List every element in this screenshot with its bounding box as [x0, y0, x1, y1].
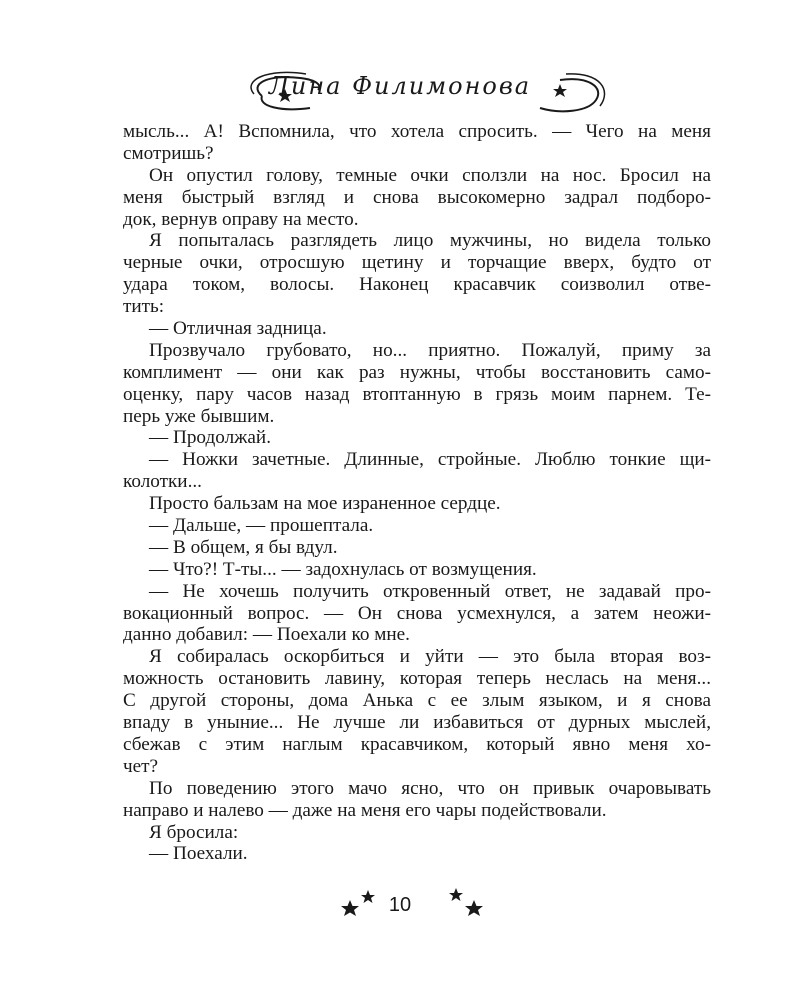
text-line: впаду в уныние... Не лучше ли избавиться от дурных мыслей, — [123, 712, 711, 734]
text-line: можность остановить лавину, которая теперь неслась на меня... — [123, 668, 711, 690]
text-line: Я собиралась оскорбиться и уйти — это была вторая воз- — [149, 646, 711, 668]
text-line: — Что?! Т-ты... — задохнулась от возмущения. — [149, 558, 537, 580]
text-line: колотки... — [123, 471, 202, 493]
text-line: чет? — [123, 755, 159, 777]
text-line: Я попыталась разглядеть лицо мужчины, но видела только — [149, 230, 711, 252]
text-line: Я бросила: — [149, 821, 239, 843]
text-line: оценку, пару часов назад втоптанную в грязь моим парнем. Те- — [123, 383, 711, 405]
running-header — [0, 62, 800, 126]
text-line: смотришь? — [123, 142, 214, 164]
body-text — [123, 121, 711, 865]
text-line: С другой стороны, дома Анька с ее злым языком, и я снова — [123, 690, 711, 712]
text-line: — Дальше, — прошептала. — [149, 515, 374, 537]
stars-right-icon — [442, 884, 490, 924]
text-line: комплимент — они как раз нужны, чтобы восстановить само- — [123, 361, 711, 383]
page-footer — [0, 884, 800, 934]
text-line: — Продолжай. — [149, 427, 271, 449]
text-line: док, вернув оправу на место. — [123, 208, 359, 230]
text-line: мысль... А! Вспомнила, что хотела спросить. — Чего на меня — [123, 121, 711, 142]
text-line: направо и налево — даже на меня его чары подействовали. — [123, 799, 607, 821]
text-line: — В общем, я бы вдул. — [149, 536, 338, 558]
text-line: перь уже бывшим. — [123, 405, 275, 427]
text-line: — Ножки зачетные. Длинные, стройные. Люблю тонкие щи- — [149, 449, 711, 471]
text-line: Прозвучало грубовато, но... приятно. Пожалуй, приму за — [149, 339, 711, 361]
text-line: сбежав с этим наглым красавчиком, который явно меня хо- — [123, 733, 711, 755]
text-line: данно добавил: — Поехали ко мне. — [123, 624, 410, 646]
text-line: удара током, волосы. Наконец красавчик соизволил отве- — [123, 274, 711, 296]
text-line: — Поехали. — [149, 843, 248, 865]
text-line: меня быстрый взгляд и снова высокомерно задрал подборо- — [123, 186, 711, 208]
text-line: вокационный вопрос. — Он снова усмехнулся, а затем неожи- — [123, 602, 711, 624]
text-line: По поведению этого мачо ясно, что он привык очаровывать — [149, 777, 711, 799]
text-line: тить: — [123, 296, 165, 318]
text-line: — Отличная задница. — [149, 318, 327, 340]
text-line: черные очки, отросшую щетину и торчащие вверх, будто от — [123, 252, 711, 274]
text-line: — Не хочешь получить откровенный ответ, не задавай про- — [149, 580, 711, 602]
author-name: Лина Филимонова — [268, 72, 532, 100]
text-line: Он опустил голову, темные очки сползли на нос. Бросил на — [149, 164, 711, 186]
text-line: Просто бальзам на мое израненное сердце. — [149, 493, 501, 515]
page-number: 10 — [388, 894, 412, 916]
